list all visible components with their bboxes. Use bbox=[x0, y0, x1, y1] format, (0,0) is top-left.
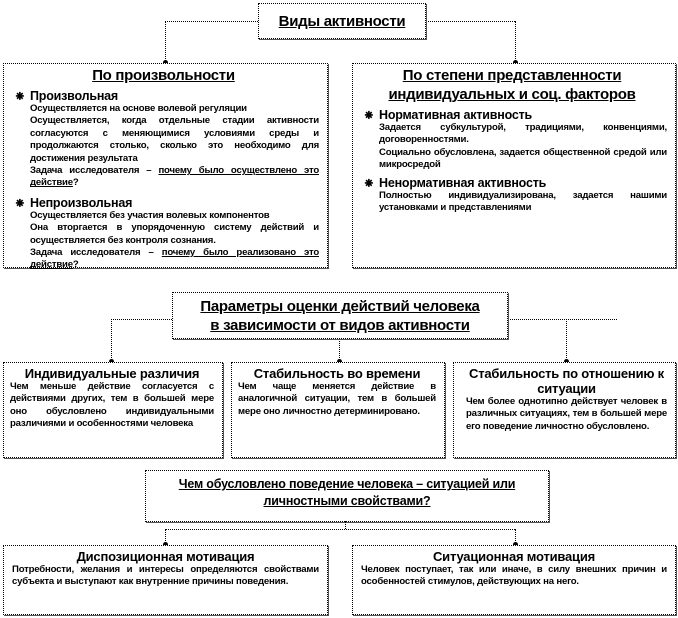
connector bbox=[165, 529, 515, 530]
situational-motivation-box bbox=[352, 545, 676, 615]
representation-box bbox=[352, 63, 676, 268]
connector bbox=[111, 319, 172, 320]
parameters-title-box bbox=[172, 292, 508, 339]
list-item bbox=[357, 108, 667, 172]
item-heading: Нормативная активность bbox=[379, 108, 533, 122]
item-text: Осуществляется без участия волевых компонентов bbox=[30, 209, 270, 221]
parameter-title: Индивидуальные различия bbox=[24, 366, 200, 381]
asterisk-bullet-icon: ⁕ bbox=[14, 194, 26, 211]
voluntariness-box bbox=[3, 63, 328, 271]
parameter-box-individual-differences bbox=[3, 362, 223, 458]
task-prefix: Задача исследователя – bbox=[30, 165, 159, 177]
asterisk-bullet-icon: ⁕ bbox=[363, 107, 375, 123]
parameter-title: Стабильность по отношению к ситуации bbox=[469, 366, 664, 396]
task-question: почему было осуществлено это действие bbox=[30, 165, 319, 189]
connector bbox=[566, 319, 567, 362]
question-line2: личностными свойствами? bbox=[263, 494, 431, 508]
motivation-text: Человек поступает, так или иначе, в силу внешних причин и особенностей стимулов, действующих на него. bbox=[361, 564, 667, 588]
item-text: Она вторгается в упорядоченную систему действий и осуществляется без контроля сознания. bbox=[30, 222, 319, 246]
page-title: Виды активности bbox=[278, 12, 406, 30]
parameter-text: Чем чаще меняется действие в аналогичной ситуации, тем в большей мере оно личностно детерминировано. bbox=[238, 381, 436, 417]
asterisk-bullet-icon: ⁕ bbox=[363, 174, 375, 191]
parameter-title: Стабильность во времени bbox=[253, 366, 421, 381]
item-text: Осуществляется на основе волевой регуляции bbox=[30, 103, 247, 114]
researcher-task bbox=[30, 247, 319, 272]
motivation-title: Ситуационная мотивация bbox=[432, 549, 596, 564]
item-heading: Непроизвольная bbox=[30, 195, 133, 210]
task-suffix: ? bbox=[72, 177, 79, 189]
question-box bbox=[145, 470, 549, 522]
header-box bbox=[258, 3, 426, 39]
connector bbox=[165, 21, 258, 22]
asterisk-bullet-icon: ⁕ bbox=[14, 88, 26, 104]
item-text: Задается субкультурой, традициями, конвенциями, договоренностями. bbox=[379, 122, 667, 146]
connector bbox=[515, 21, 516, 63]
connector bbox=[345, 521, 346, 529]
item-text: Осуществляется, когда отдельные стадии активности согласуются с меняющимися условиями среды и продолжаются столько, сколько это необходимо для достижения результата bbox=[30, 115, 319, 164]
parameter-text: Чем более однотипно действует человек в различных ситуациях, тем в большей мере его поведение личностно обусловлено. bbox=[466, 396, 667, 432]
list-item bbox=[357, 176, 667, 215]
parameter-box-time-stability bbox=[231, 362, 445, 458]
parameters-title-line1: Параметры оценки действий человека bbox=[200, 298, 480, 315]
question-line1: Чем обусловлено поведение человека – ситуацией или bbox=[178, 477, 516, 491]
dispositional-motivation-box bbox=[3, 545, 328, 615]
researcher-task bbox=[30, 165, 319, 190]
task-prefix: Задача исследователя – bbox=[30, 247, 162, 259]
task-question: почему было реализовано это действие bbox=[30, 247, 319, 271]
representation-title-line1: По степени представленности bbox=[402, 67, 622, 84]
parameters-title-line2: в зависимости от видов активности bbox=[210, 317, 470, 334]
parameter-text: Чем меньше действие согласуется с действиями других, тем в большей мере оно обусловлено индивидуальными различиями и особенностями человека bbox=[10, 381, 214, 430]
item-heading: Произвольная bbox=[30, 89, 119, 103]
connector bbox=[507, 319, 617, 320]
voluntariness-title: По произвольности bbox=[92, 67, 235, 84]
item-heading: Ненормативная активность bbox=[379, 175, 547, 190]
connector bbox=[425, 21, 515, 22]
parameter-box-situation-stability bbox=[453, 362, 676, 458]
item-text: Социально обусловлена, задается общественной средой или микросредой bbox=[379, 146, 667, 171]
list-item bbox=[8, 89, 319, 190]
item-text: Полностью индивидуализирована, задается нашими установками и представлениями bbox=[379, 189, 667, 214]
list-item bbox=[8, 196, 319, 272]
task-suffix: ? bbox=[72, 259, 79, 271]
representation-title-line2: индивидуальных и соц. факторов bbox=[388, 86, 636, 103]
motivation-text: Потребности, желания и интересы определяются свойствами субъекта и выступают как внутренние причины поведения. bbox=[12, 564, 319, 588]
connector bbox=[111, 319, 112, 362]
motivation-title: Диспозиционная мотивация bbox=[76, 549, 255, 564]
connector bbox=[165, 21, 166, 63]
